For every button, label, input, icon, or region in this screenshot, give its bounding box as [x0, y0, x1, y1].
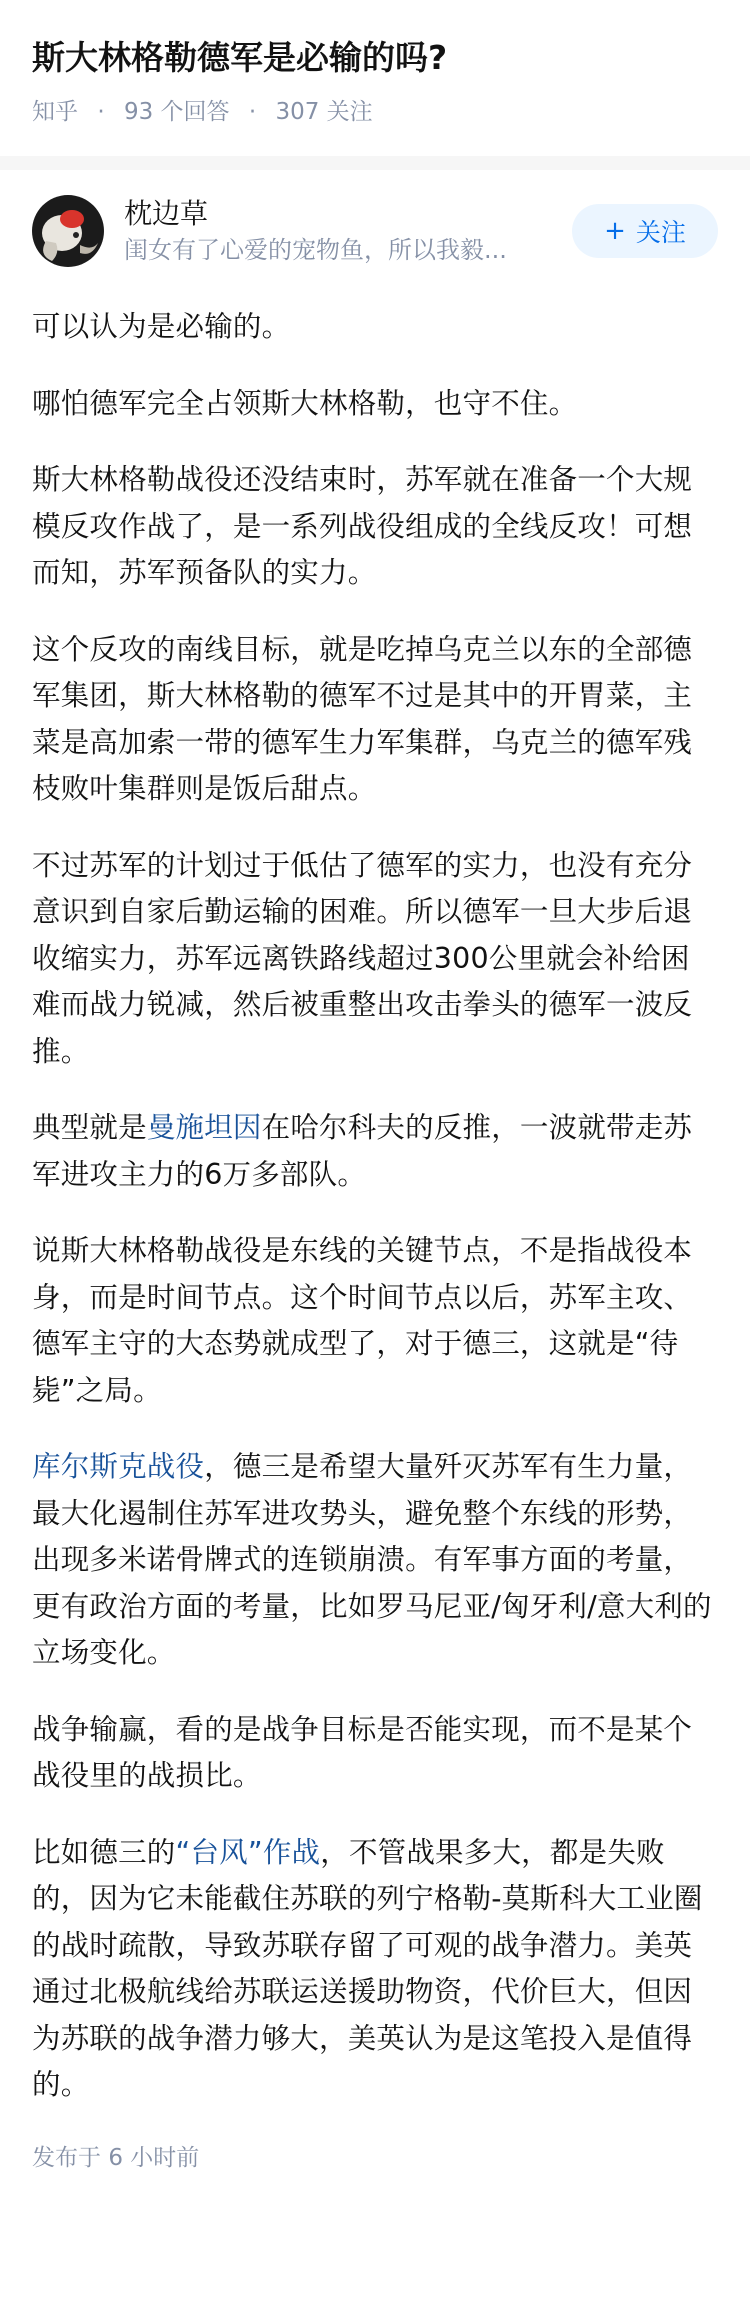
answer-paragraph: [32, 1830, 718, 2109]
question-title[interactable]: 斯大林格勒德军是必输的吗?: [32, 38, 448, 77]
source-label: 知乎: [32, 99, 78, 125]
typhoon-link[interactable]: “台风”作战: [175, 1835, 321, 1869]
plus-icon: +: [604, 216, 626, 246]
follower-count: 307 关注: [275, 99, 373, 125]
author-bio: 闺女有了心爱的宠物鱼，所以我毅...: [124, 236, 507, 264]
answer-paragraph: 斯大林格勒战役还没结束时，苏军就在准备一个大规模反攻作战了，是一系列战役组成的全线反攻！可想而知，苏军预备队的实力。: [32, 463, 693, 589]
answer-paragraph: 哪怕德军完全占领斯大林格勒，也守不住。: [32, 386, 578, 420]
section-divider: [0, 156, 750, 170]
publish-time-value: 6 小时前: [108, 2144, 200, 2171]
answer-body: [0, 292, 750, 2109]
avatar[interactable]: [32, 195, 104, 267]
answer-paragraph: 这个反攻的南线目标，就是吃掉乌克兰以东的全部德军集团，斯大林格勒的德军不过是其中的开胃菜，主菜是高加索一带的德军生力军集群，乌克兰的德军残枝败叶集群则是饭后甜点。: [32, 632, 693, 805]
meta-separator: ·: [97, 99, 105, 125]
author-info: [124, 195, 572, 267]
question-header: [0, 0, 750, 128]
answer-count[interactable]: 93 个回答: [123, 99, 230, 125]
mansteiner-link[interactable]: 曼施坦因: [146, 1111, 262, 1144]
answer-paragraph: 战争输赢，看的是战争目标是否能实现，而不是某个战役里的战损比。: [32, 1712, 693, 1792]
paragraph-text: ，德三是希望大量歼灭苏军有生力量，最大化遏制住苏军进攻势头，避免整个东线的形势，出现多米诺骨牌式的连锁崩溃。有军事方面的考量，更有政治方面的考量，比如罗马尼亚/匈牙利/意大利的立场变化。: [32, 1450, 712, 1669]
publish-time: [0, 2139, 750, 2172]
question-meta: [32, 96, 718, 128]
follow-label: 关注: [635, 218, 686, 247]
answer-paragraph: [32, 1444, 718, 1677]
paragraph-text: 典型就是: [32, 1111, 147, 1144]
meta-separator: ·: [248, 99, 257, 125]
paragraph-text: ，不管战果多大，都是失败的，因为它未能截住苏联的列宁格勒-莫斯科大工业圈的战时疏散，导致苏联存留了可观的战争潜力。美英通过北极航线给苏联运送援助物资，代价巨大，但因为苏联的战争潜力够大，美英认为是这笔投入是值得的。: [32, 1835, 703, 2101]
paragraph-text: 在哈尔科夫的反推，一波就带走苏军进攻主力的6万多部队。: [32, 1111, 693, 1191]
kursk-link[interactable]: 库尔斯克战役: [32, 1450, 205, 1483]
publish-label: 发布于: [32, 2144, 101, 2171]
author-row: [0, 170, 750, 292]
answer-paragraph: 可以认为是必输的。: [32, 310, 291, 343]
answer-paragraph: 不过苏军的计划过于低估了德军的实力，也没有充分意识到自家后勤运输的困难。所以德军一旦大步后退收缩实力，苏军远离铁路线超过300公里就会补给困难而战力锐减，然后被重整出攻击拳头的德军一波反推。: [32, 848, 693, 1068]
paragraph-text: 比如德三的: [32, 1835, 176, 1869]
answer-paragraph: [32, 1105, 718, 1198]
author-name[interactable]: 枕边草: [124, 197, 209, 230]
follow-button[interactable]: [572, 204, 718, 258]
answer-paragraph: 说斯大林格勒战役是东线的关键节点，不是指战役本身，而是时间节点。这个时间节点以后，苏军主攻、德军主守的大态势就成型了，对于德三，这就是“待毙”之局。: [32, 1234, 693, 1407]
